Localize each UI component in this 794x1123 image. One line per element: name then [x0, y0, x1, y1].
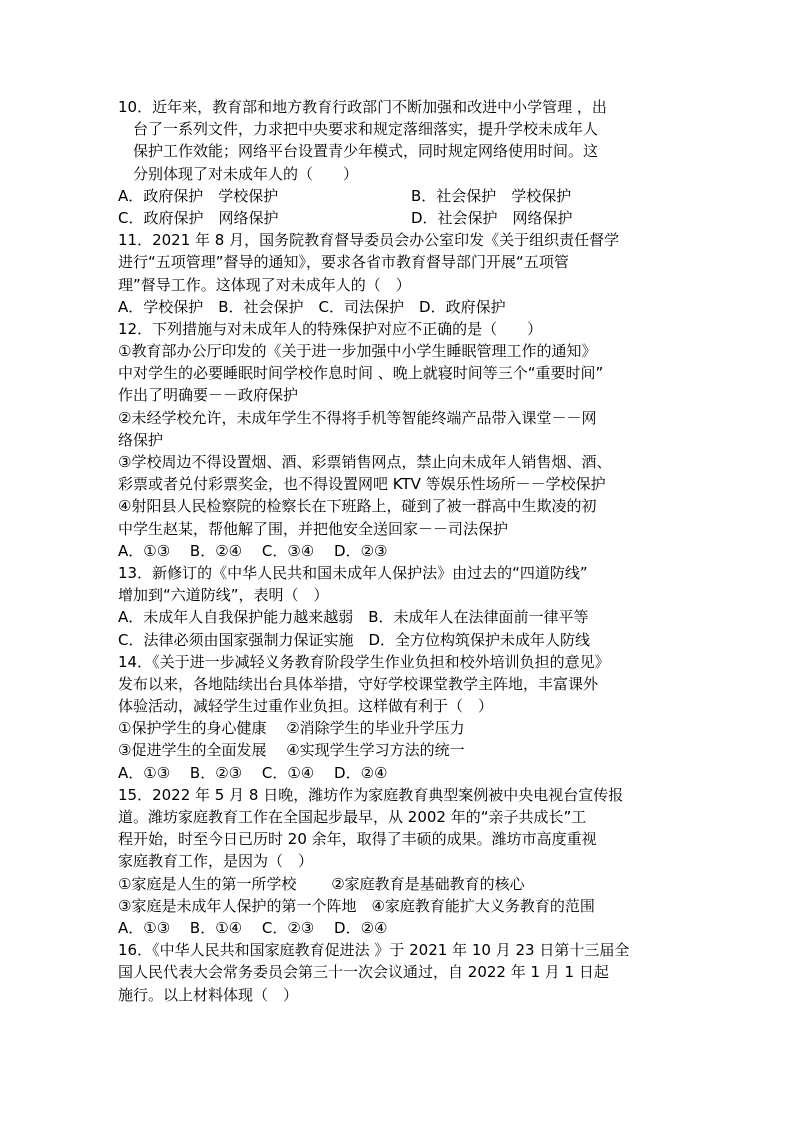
- question-line: 台了一系列文件，力求把中央要求和规定落细落实，提升学校未成年人: [133, 120, 599, 139]
- option-b: B．社会保护 学校保护: [411, 186, 572, 205]
- question-line: 中学生赵某，帮他解了围，并把他安全送回家－－司法保护: [118, 519, 509, 538]
- answer-options: C．法律必须由国家强制力保证实施 D．全方位构筑保护未成年人防线: [118, 630, 591, 649]
- question-line: 体验活动，减轻学生过重作业负担。这样做有利于（ ）: [118, 697, 494, 716]
- answer-options: A．①③ B．①④ C．②③ D．②④: [118, 918, 388, 937]
- question-line: 家庭教育工作，是因为（ ）: [118, 852, 314, 871]
- question-line: ③促进学生的全面发展 ④实现学生学习方法的统一: [118, 741, 465, 760]
- question-line: 11．2021 年 8 月，国务院教育督导委员会办公室印发《关于组织责任督学: [118, 231, 620, 250]
- question-15: [118, 784, 698, 939]
- option-a: A．政府保护 学校保护: [118, 186, 279, 205]
- answer-options: A．未成年人自我保护能力越来越弱 B．未成年人在法律面前一律平等: [118, 608, 589, 627]
- question-line: 作出了明确要－－政府保护: [118, 386, 299, 405]
- question-10: [118, 96, 698, 229]
- question-line: 进行“五项管理”督导的通知》，要求各省市教育督导部门开展“五项管: [118, 253, 569, 272]
- exam-page: [118, 96, 698, 1006]
- question-line: ③学校周边不得设置烟、酒、彩票销售网点，禁止向未成年人销售烟、酒、: [118, 453, 612, 471]
- question-line: ②未经学校允许，未成年学生不得将手机等智能终端产品带入课堂－－网: [118, 408, 597, 427]
- option-d: D．社会保护 网络保护: [411, 208, 573, 227]
- question-line: 10．近年来，教育部和地方教育行政部门不断加强和改进中小学管理 ，出: [118, 98, 607, 116]
- answer-options: A．①③ B．②③ C．①④ D．②④: [118, 763, 388, 782]
- question-line: 彩票或者兑付彩票奖金，也不得设置网吧 KTV 等娱乐性场所－－学校保护: [118, 475, 606, 494]
- answer-options: A．①③ B．②④ C．③④ D．②③: [118, 541, 388, 560]
- question-line: ①家庭是人生的第一所学校 ②家庭教育是基础教育的核心: [118, 874, 525, 893]
- question-line: 12．下列措施与对未成年人的特殊保护对应不正确的是（ ）: [118, 319, 543, 338]
- question-line: ④射阳县人民检察院的检察长在下班路上，碰到了被一群高中生欺凌的初: [118, 497, 597, 516]
- option-row: [118, 185, 698, 207]
- question-line: 13．新修订的《中华人民共和国未成年人保护法》由过去的“四道防线”: [118, 563, 588, 582]
- question-line: 络保护: [118, 430, 164, 449]
- question-12: [118, 318, 698, 562]
- answer-options: A．学校保护 B．社会保护 C．司法保护 D．政府保护: [118, 297, 506, 316]
- question-16: [118, 939, 698, 1006]
- question-line: 保护工作效能；网络平台设置青少年模式，同时规定网络使用时间。这: [133, 142, 599, 161]
- question-line: ①教育部办公厅印发的《关于进一步加强中小学生睡眠管理工作的通知》: [118, 342, 597, 361]
- question-line: 14．《关于进一步减轻义务教育阶段学生作业负担和校外培训负担的意见》: [118, 652, 610, 671]
- question-line: 中对学生的必要睡眠时间学校作息时间 、晚上就寝时间等三个“重要时间”: [118, 364, 604, 383]
- question-line: 道。潍坊家庭教育工作在全国起步最早，从 2002 年的“亲子共成长”工: [118, 808, 587, 826]
- question-line: 程开始，时至今日已历时 20 余年，取得了丰硕的成果。潍坊市高度重视: [118, 830, 597, 849]
- question-14: [118, 651, 698, 784]
- question-line: 理”督导工作。这体现了对未成年人的（ ）: [118, 275, 411, 294]
- question-line: 15．2022 年 5 月 8 日晚，潍坊作为家庭教育典型案例被中央电视台宣传报: [118, 785, 624, 804]
- question-line: 发布以来，各地陆续出台具体举措，守好学校课堂教学主阵地，丰富课外: [118, 674, 599, 693]
- question-line: 增加到“六道防线”，表明（ ）: [118, 586, 329, 605]
- question-line: ③家庭是未成年人保护的第一个阵地 ④家庭教育能扩大义务教育的范围: [118, 896, 595, 915]
- question-line: 分别体现了对未成年人的（ ）: [133, 164, 359, 183]
- question-line: 国人民代表大会常务委员会第三十一次会议通过，自 2022 年 1 月 1 日起: [118, 963, 609, 982]
- question-line: ①保护学生的身心健康 ②消除学生的毕业升学压力: [118, 719, 465, 738]
- question-13: [118, 562, 698, 651]
- option-c: C．政府保护 网络保护: [118, 208, 279, 227]
- question-line: 16．《中华人民共和国家庭教育促进法 》于 2021 年 10 月 23 日第十三届全: [118, 941, 630, 960]
- option-row: [118, 207, 698, 229]
- question-line: 施行。以上材料体现（ ）: [118, 985, 299, 1004]
- question-11: [118, 229, 698, 318]
